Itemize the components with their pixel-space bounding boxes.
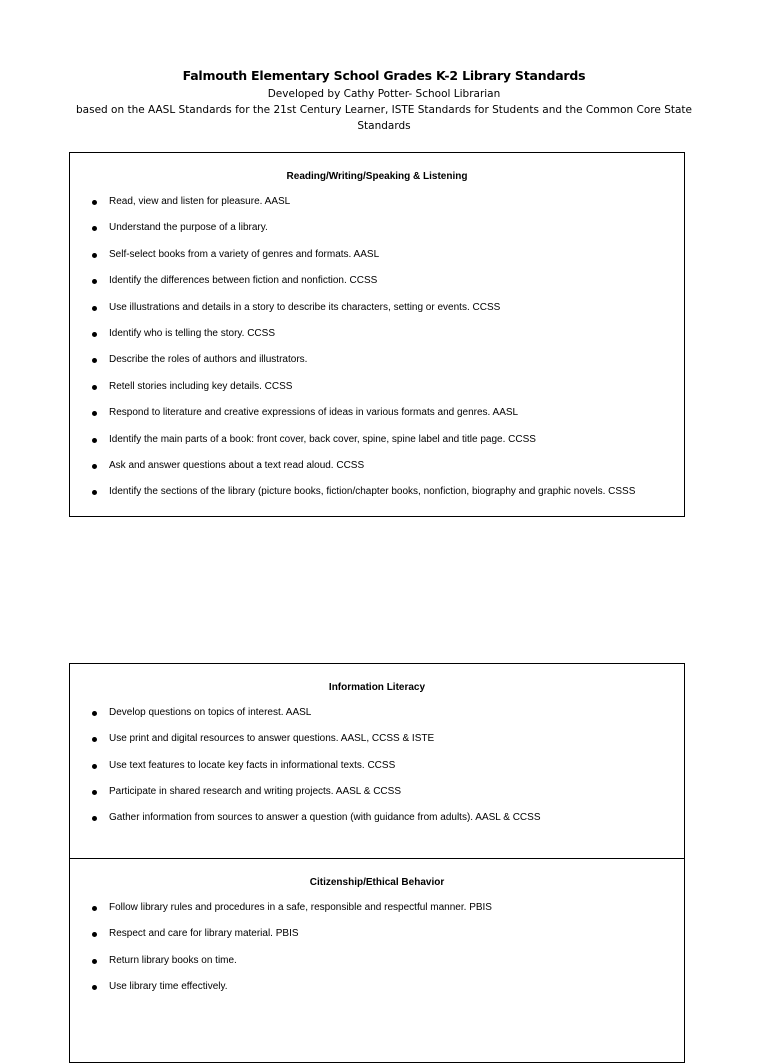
list-item	[70, 195, 684, 209]
bullet-icon	[92, 932, 97, 937]
list-item-text: Identify who is telling the story. CCSS	[109, 327, 275, 339]
list-item	[70, 327, 684, 341]
list-item-text: Use print and digital resources to answer questions. AASL, CCSS & ISTE	[109, 733, 435, 745]
section-information-literacy	[70, 664, 684, 859]
bullet-icon	[92, 490, 97, 495]
list-item-text: Describe the roles of authors and illustrators.	[109, 354, 308, 366]
section-citizenship	[70, 859, 684, 994]
bullet-icon	[92, 253, 97, 258]
list-item	[70, 732, 684, 746]
list-item	[70, 785, 684, 799]
bullet-icon	[92, 200, 97, 205]
bullet-icon	[92, 816, 97, 821]
list-item-text: Participate in shared research and writing projects. AASL & CCSS	[109, 785, 401, 797]
bullet-icon	[92, 332, 97, 337]
bullet-icon	[92, 764, 97, 769]
list-item	[70, 406, 684, 420]
list-item	[70, 380, 684, 394]
list-item	[70, 459, 684, 473]
bullet-icon	[92, 464, 97, 469]
list-item-text: Use library time effectively.	[109, 980, 228, 992]
list-item	[70, 759, 684, 773]
list-item	[70, 927, 684, 941]
bullet-icon	[92, 959, 97, 964]
bullet-icon	[92, 226, 97, 231]
list-item-text: Use illustrations and details in a story to describe its characters, setting or events. CCSS	[109, 301, 501, 313]
list-item-text: Read, view and listen for pleasure. AASL	[109, 196, 291, 207]
list-item-text: Retell stories including key details. CCSS	[109, 380, 293, 392]
bullet-icon	[92, 358, 97, 363]
list-item	[70, 274, 684, 288]
list-item-text: Identify the main parts of a book: front cover, back cover, spine, spine label and title page. CCSS	[109, 433, 536, 445]
list-item	[70, 485, 684, 499]
bullet-icon	[92, 306, 97, 311]
list-item	[70, 901, 684, 915]
list-item-text: Return library books on time.	[109, 954, 237, 966]
document-basis: based on the AASL Standards for the 21st Century Learner, ISTE Standards for Students and the Common Core State Standards	[76, 104, 692, 132]
standards-box-information	[69, 663, 685, 1063]
list-item-text: Use text features to locate key facts in informational texts. CCSS	[109, 759, 396, 771]
bullet-icon	[92, 438, 97, 443]
standards-list	[70, 195, 684, 499]
list-item-text: Respond to literature and creative expressions of ideas in various formats and genres. AASL	[109, 407, 519, 419]
document-header	[0, 66, 768, 134]
bullet-icon	[92, 279, 97, 284]
section-title: Citizenship/Ethical Behavior	[309, 877, 445, 888]
list-item-text: Identify the sections of the library (picture books, fiction/chapter books, nonfiction, biography and graphic novels. CSSS	[109, 486, 636, 498]
list-item-text: Gather information from sources to answer a question (with guidance from adults). AASL & CCSS	[109, 812, 541, 824]
list-item-text: Respect and care for library material. PBIS	[109, 928, 299, 940]
list-item-text: Identify the differences between fiction and nonfiction. CCSS	[109, 275, 378, 287]
document-subtitle: Developed by Cathy Potter- School Librarian	[267, 88, 501, 100]
document-title: Falmouth Elementary School Grades K-2 Library Standards	[182, 68, 586, 83]
list-item	[70, 980, 684, 994]
list-item	[70, 433, 684, 447]
list-item	[70, 954, 684, 968]
list-item-text: Ask and answer questions about a text read aloud. CCSS	[109, 459, 365, 471]
standards-box-reading	[69, 152, 685, 517]
standards-list	[70, 901, 684, 994]
list-item	[70, 706, 684, 720]
list-item-text: Develop questions on topics of interest. AASL	[109, 707, 312, 718]
bullet-icon	[92, 906, 97, 911]
bullet-icon	[92, 790, 97, 795]
bullet-icon	[92, 411, 97, 416]
section-reading-writing	[70, 153, 684, 499]
list-item-text: Understand the purpose of a library.	[109, 222, 268, 234]
list-item	[70, 248, 684, 262]
section-title: Reading/Writing/Speaking & Listening	[286, 171, 468, 182]
list-item	[70, 811, 684, 825]
section-title: Information Literacy	[328, 682, 426, 693]
bullet-icon	[92, 737, 97, 742]
bullet-icon	[92, 385, 97, 390]
list-item	[70, 221, 684, 235]
bullet-icon	[92, 985, 97, 990]
standards-list	[70, 706, 684, 825]
bullet-icon	[92, 711, 97, 716]
list-item-text: Follow library rules and procedures in a safe, responsible and respectful manner. PBIS	[109, 902, 492, 913]
list-item-text: Self-select books from a variety of genres and formats. AASL	[109, 248, 380, 260]
list-item	[70, 353, 684, 367]
list-item	[70, 301, 684, 315]
